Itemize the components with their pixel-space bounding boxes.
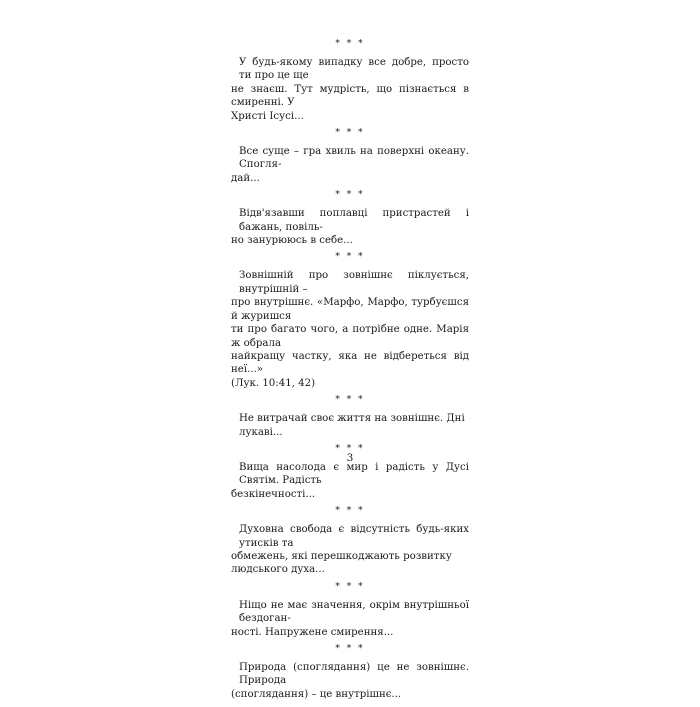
paragraph-line: (Лук. 10:41, 42) <box>231 377 316 389</box>
paragraph-line: Відв'язавши поплавці пристрастей і бажань, повіль- <box>239 208 469 233</box>
text-column <box>231 37 469 707</box>
paragraph-line: (споглядання) – це внутрішнє... <box>231 688 402 700</box>
paragraph-line: Все суще – гра хвиль на поверхні океану. Спогля- <box>239 146 469 171</box>
section-separator: * * * <box>335 443 365 454</box>
section-separator: * * * <box>335 39 365 49</box>
section-separator: * * * <box>335 128 365 139</box>
paragraph-line: дай... <box>231 172 260 184</box>
paragraph-line: про внутрішнє. «Марфо, Марфо, турбуєшся й журишся <box>231 297 469 322</box>
paragraph-line: ності. Напружене смирення... <box>231 626 394 638</box>
paragraph-line: обмежень, які перешкоджають розвитку людського духа... <box>231 550 452 576</box>
paragraph-line: но занурююсь в себе... <box>231 235 353 247</box>
section-separator: * * * <box>335 190 365 201</box>
paragraph-7 <box>231 523 469 577</box>
paragraph-3 <box>231 207 469 247</box>
paragraph-line: Не витрачай своє життя на зовнішнє. Дні лукаві... <box>239 413 465 438</box>
paragraph-line: Зовнішній про зовнішнє піклується, внутрішній – <box>239 270 469 295</box>
section-separator: * * * <box>335 644 365 654</box>
paragraph-line: безкінечності... <box>231 488 316 500</box>
section-separator: * * * <box>335 506 365 517</box>
paragraph-line: Духовна свобода є відсутність будь-яких утисків та <box>239 524 469 549</box>
paragraph-line: ти про багато чого, а потрібне одне. Марія ж обрала <box>231 324 469 349</box>
paragraph-6 <box>231 461 469 501</box>
paragraph-2 <box>231 145 469 185</box>
paragraph-line: найкращу частку, яка не відбереться від неї...» <box>231 350 469 376</box>
paragraph-line: Вища насолода є мир і радість у Дусі Святім. Радість <box>239 461 469 487</box>
paragraph-line: Ніщо не має значення, окрім внутрішньої бездоган- <box>239 599 469 625</box>
paragraph-1 <box>231 56 469 123</box>
paragraph-line: не знаєш. Тут мудрість, що пізнається в смиренні. У <box>231 83 469 109</box>
section-separator: * * * <box>335 395 365 406</box>
section-separator: * * * <box>335 581 365 592</box>
paragraph-line: У будь-якому випадку все добре, просто ти про це ще <box>239 57 469 82</box>
paragraph-line: Христі Ісусі... <box>231 110 304 122</box>
paragraph-4 <box>231 269 469 390</box>
paragraph-9 <box>231 661 469 701</box>
paragraph-5 <box>231 412 469 439</box>
section-separator: * * * <box>335 252 365 263</box>
paragraph-8 <box>231 599 469 639</box>
page-number: 3 <box>346 452 354 464</box>
paragraph-line: Природа (споглядання) це не зовнішнє. Природа <box>239 662 469 687</box>
